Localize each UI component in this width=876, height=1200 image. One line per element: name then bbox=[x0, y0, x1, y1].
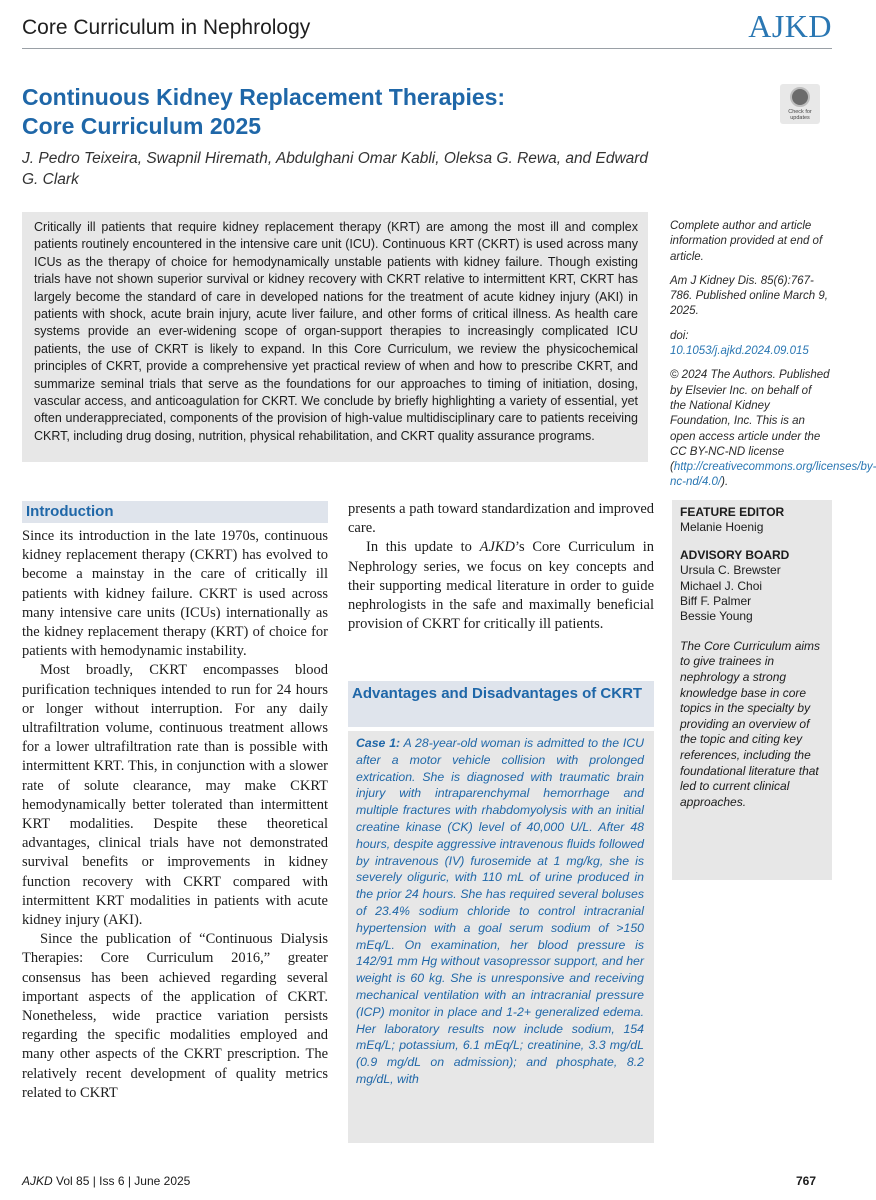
footer-issue: Vol 85 | Iss 6 | June 2025 bbox=[52, 1174, 191, 1188]
check-for-updates-badge[interactable] bbox=[780, 84, 820, 124]
article-info-sidebar bbox=[670, 219, 876, 500]
intro-paragraph-4: presents a path toward standardization and improved care. bbox=[348, 501, 655, 537]
intro-paragraph-1: Since its introduction in the late 1970s, continuous kidney replacement therapy (CKRT) has evolved to become a mainstay in the care of critically ill patients with kidney failure. CKRT is used across many intensive care units (ICUs) internationally as the kidney replacement therapy (KRT) of choice for patients with hemodynamic instability. bbox=[22, 528, 328, 660]
complete-info-note: Complete author and article information provided at end of article. bbox=[670, 220, 823, 263]
footer-journal: AJKD bbox=[22, 1174, 53, 1188]
advisory-member: Bessie Young bbox=[680, 609, 753, 624]
introduction-heading: Introduction bbox=[22, 501, 328, 523]
citation: Am J Kidney Dis. 85(6):767-786. Published online March 9, 2025. bbox=[670, 274, 828, 318]
doi-line bbox=[670, 329, 830, 360]
editor-box-content bbox=[680, 505, 828, 810]
feature-editor-name: Melanie Hoenig bbox=[680, 520, 764, 535]
abstract-text: Critically ill patients that require kidney replacement therapy (KRT) are among the most ill and complex patients routinely encountered in the intensive care unit (ICU). Continuous KRT (CKRT) is used across many ICUs as the therapy of choice for hemodynamically unstable patients with kidney failure. Though existing trials have not shown superior survival or kidney recovery with CKRT relative to intermittent KRT, CKRT has largely become the standard of care in developed nations for the treatment of acute kidney injury (AKI) in patients with shock, acute brain injury, acute liver failure, and other forms of critical illness. As health care systems provide an ever-widening scope of organ-support therapies to increasingly complicated ICU patients, the use of CKRT is likely to expand. In this Core Curriculum, we review the physicochemical principles of CKRT, provide a comprehensive yet practical review of when and how to prescribe CKRT, and summarize seminal trials that serve as the foundations for our approaches to timing of initiation, dosing, vascular access, and anticoagulation for CKRT. We conclude by briefly highlighting a variety of essential, yet often underappreciated, components of the provision of high-value multidisciplinary care to patients receiving CKRT, including drug dosing, nutrition, physical rehabilitation, and CKRT quality assurance programs. bbox=[34, 220, 638, 443]
introduction-column bbox=[22, 527, 328, 1103]
advisory-member: Michael J. Choi bbox=[680, 578, 763, 593]
check-updates-label: Check for updates bbox=[788, 109, 812, 121]
core-curriculum-blurb: The Core Curriculum aims to give trainees in nephrology a strong knowledge base in core topics in the specialty by providing an overview of the topic and citing key references, including the foundational literature that led to current clinical approaches. bbox=[680, 638, 821, 809]
p5-rest: ’s Core Curriculum in Nephrology series, we focus on key concepts and their supporting medical literature in order to guide nephrologists in the safe and maximally beneficial provision of CKRT for critically ill patients. bbox=[348, 539, 654, 633]
case-1-body: A 28-year-old woman is admitted to the ICU after a motor vehicle collision with prolonged extrication. She is diagnosed with traumatic brain injury with intraparenchymal hemorrhage and multiple fractures with rhabdomyolysis with an initial creatine kinase (CK) level of 40,000 U/L. After 48 hours, despite aggressive intravenous fluids followed by intravenous (IV) furosemide at 1 mg/kg, she is severely oliguric, with 110 mL of urine produced in the prior 24 hours. She has required several boluses of 23.4% sodium chloride to control intracranial hypertension with a goal serum sodium of >150 mEq/L. On examination, her blood pressure is 142/91 mm Hg without vasopressor support, and her weight is 60 kg. She is unresponsive and receiving mechanical ventilation with an intracranial pressure (ICP) monitor in place and 1-2+ generalized edema. Her laboratory results now include sodium, 154 mEq/L; potassium, 6.1 mEq/L; creatinine, 3.3 mg/dL (0.9 mg/dL on admission); and phosphate, 8.2 mg/dL, with bbox=[356, 736, 645, 1086]
section-label: Core Curriculum in Nephrology bbox=[22, 16, 311, 39]
case-1-text bbox=[356, 735, 644, 1088]
intro-paragraph-2: Most broadly, CKRT encompasses blood purification techniques intended to run for 24 hours or longer without interruption. For any daily ultrafiltration volume, continuous treatment allows for a lower ultrafiltration rate than is possible with intermittent KRT. This, in conjunction with a slower rate of solute clearance, may make CKRT hemodynamically better tolerated than intermittent KRT modalities. Despite these theoretical advantages, clinical trials have not demonstrated survival benefits or improvements in kidney function recovery with CKRT compared with intermittent KRT modalities in patients with acute kidney injury (AKI). bbox=[22, 662, 328, 929]
intro-paragraph-3: Since the publication of “Continuous Dialysis Therapies: Core Curriculum 2016,” greater consensus has been achieved regarding several important aspects of the application of CKRT. Nonetheless, wide practice variation persists regarding the specific modalities employed and many other aspects of the CKRT prescription. The relatively recent development of quality metrics related to CKRT bbox=[22, 931, 328, 1101]
advisory-member: Ursula C. Brewster bbox=[680, 563, 781, 578]
copyright-notice bbox=[670, 368, 876, 490]
doi-label: doi: bbox=[670, 329, 689, 342]
advisory-board-heading: ADVISORY BOARD bbox=[680, 547, 790, 562]
p5-lead: In this update to bbox=[366, 539, 480, 556]
page-header bbox=[22, 6, 832, 48]
footer-citation bbox=[22, 1174, 190, 1188]
check-updates-icon bbox=[790, 87, 810, 107]
doi-link[interactable]: 10.1053/j.ajkd.2024.09.015 bbox=[670, 345, 809, 358]
p5-journal: AJKD bbox=[479, 539, 516, 556]
copyright-end: ). bbox=[721, 476, 729, 489]
author-list: J. Pedro Teixeira, Swapnil Hiremath, Abdulghani Omar Kabli, Oleksa G. Rewa, and Edward G. Clark bbox=[22, 150, 649, 188]
license-link[interactable]: http://creativecommons.org/licenses/by-nc-nd/4.0/ bbox=[670, 461, 876, 489]
page-number: 767 bbox=[796, 1174, 817, 1188]
feature-editor-heading: FEATURE EDITOR bbox=[680, 505, 785, 519]
second-column bbox=[348, 500, 654, 634]
advisory-member: Biff F. Palmer bbox=[680, 594, 752, 609]
article-title: Continuous Kidney Replacement Therapies: Core Curriculum 2025 bbox=[22, 84, 506, 139]
journal-logo: AJKD bbox=[748, 8, 832, 44]
header-divider bbox=[22, 48, 832, 49]
case-1-label: Case 1: bbox=[356, 736, 401, 750]
intro-paragraph-5 bbox=[348, 538, 654, 634]
advantages-heading: Advantages and Disadvantages of CKRT bbox=[348, 681, 654, 727]
copyright-text: © 2024 The Authors. Published by Elsevier Inc. on behalf of the National Kidney Foundation, Inc. This is an open access article under the CC BY-NC-ND license ( bbox=[670, 369, 830, 474]
